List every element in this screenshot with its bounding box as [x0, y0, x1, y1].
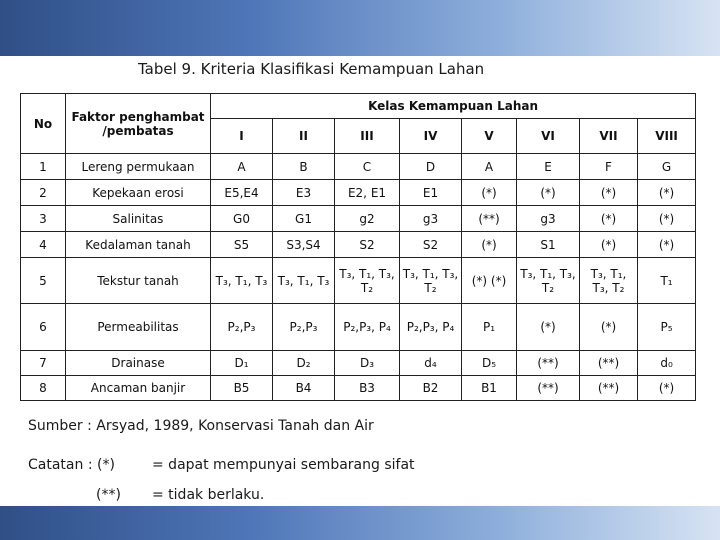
row-no: 3	[21, 206, 66, 232]
table-cell: G1	[273, 206, 335, 232]
table-cell: D	[400, 154, 462, 180]
header-class-vii: VII	[580, 119, 638, 154]
row-faktor: Salinitas	[66, 206, 211, 232]
header-faktor: Faktor penghambat /pembatas	[66, 94, 211, 154]
table-cell: F	[580, 154, 638, 180]
table-cell: C	[335, 154, 400, 180]
table-cell: (**)	[517, 351, 580, 376]
source-citation: Sumber : Arsyad, 1989, Konservasi Tanah dan Air	[28, 418, 374, 434]
table-title: Tabel 9. Kriteria Klasifikasi Kemampuan Lahan	[138, 60, 485, 78]
table-cell: (*) (*)	[462, 258, 517, 304]
table-row	[21, 180, 696, 206]
table-cell: (*)	[517, 304, 580, 351]
header-class-viii: VIII	[638, 119, 696, 154]
table-cell: P₂,P₃	[273, 304, 335, 351]
table-cell: (**)	[517, 376, 580, 401]
table-cell: P₂,P₃	[211, 304, 273, 351]
row-no: 7	[21, 351, 66, 376]
row-no: 1	[21, 154, 66, 180]
table-cell: T₁	[638, 258, 696, 304]
table-cell: S3,S4	[273, 232, 335, 258]
row-no: 6	[21, 304, 66, 351]
table-cell: T₃, T₁, T₃	[273, 258, 335, 304]
table-cell: g3	[400, 206, 462, 232]
table-cell: S2	[400, 232, 462, 258]
table-cell: (**)	[462, 206, 517, 232]
row-faktor: Kedalaman tanah	[66, 232, 211, 258]
row-no: 5	[21, 258, 66, 304]
table-cell: S5	[211, 232, 273, 258]
table-cell: (*)	[580, 304, 638, 351]
table-cell: B2	[400, 376, 462, 401]
table-cell: D₃	[335, 351, 400, 376]
table-cell: T₃, T₁, T₃, T₂	[400, 258, 462, 304]
table-cell: g3	[517, 206, 580, 232]
table-cell: E	[517, 154, 580, 180]
header-kelas: Kelas Kemampuan Lahan	[211, 94, 696, 119]
table-row	[21, 206, 696, 232]
table-cell: B4	[273, 376, 335, 401]
table-cell: B3	[335, 376, 400, 401]
table-cell: (*)	[638, 376, 696, 401]
row-no: 2	[21, 180, 66, 206]
table-cell: P₅	[638, 304, 696, 351]
table-row	[21, 258, 696, 304]
table-cell: (*)	[462, 232, 517, 258]
header-class-iv: IV	[400, 119, 462, 154]
table-cell: P₂,P₃, P₄	[335, 304, 400, 351]
row-faktor: Tekstur tanah	[66, 258, 211, 304]
table-cell: A	[462, 154, 517, 180]
table-cell: (*)	[580, 180, 638, 206]
table-cell: (**)	[580, 351, 638, 376]
table-cell: P₁	[462, 304, 517, 351]
header-class-vi: VI	[517, 119, 580, 154]
table-cell: G	[638, 154, 696, 180]
row-faktor: Ancaman banjir	[66, 376, 211, 401]
row-faktor: Kepekaan erosi	[66, 180, 211, 206]
table-cell: (**)	[580, 376, 638, 401]
table-cell: g2	[335, 206, 400, 232]
table-row	[21, 304, 696, 351]
table-cell: (*)	[638, 180, 696, 206]
table-cell: E3	[273, 180, 335, 206]
table-cell: D₁	[211, 351, 273, 376]
table-cell: E5,E4	[211, 180, 273, 206]
table-cell: G0	[211, 206, 273, 232]
table-cell: P₂,P₃, P₄	[400, 304, 462, 351]
table-cell: (*)	[580, 206, 638, 232]
header-no: No	[21, 94, 66, 154]
table-cell: A	[211, 154, 273, 180]
header-class-i: I	[211, 119, 273, 154]
table-cell: E2, E1	[335, 180, 400, 206]
table-row	[21, 154, 696, 180]
table-cell: (*)	[580, 232, 638, 258]
table-cell: E1	[400, 180, 462, 206]
table-cell: d₀	[638, 351, 696, 376]
table-cell: (*)	[638, 232, 696, 258]
table-cell: T₃, T₁, T₃, T₂	[335, 258, 400, 304]
header-class-ii: II	[273, 119, 335, 154]
header-class-v: V	[462, 119, 517, 154]
table-cell: T₃, T₁, T₃	[211, 258, 273, 304]
table-cell: (*)	[462, 180, 517, 206]
slide-bottom-band	[0, 506, 720, 540]
note-text-any: = dapat mempunyai sembarang sifat	[152, 457, 415, 473]
table-row	[21, 351, 696, 376]
table-row	[21, 232, 696, 258]
table-cell: T₃, T₁, T₃, T₂	[517, 258, 580, 304]
table-cell: B1	[462, 376, 517, 401]
slide-top-band	[0, 0, 720, 56]
table-cell: S1	[517, 232, 580, 258]
table-cell: T₃, T₁, T₃, T₂	[580, 258, 638, 304]
row-no: 4	[21, 232, 66, 258]
land-capability-table	[20, 93, 696, 401]
table-cell: B	[273, 154, 335, 180]
table-row	[21, 376, 696, 401]
row-faktor: Lereng permukaan	[66, 154, 211, 180]
row-faktor: Permeabilitas	[66, 304, 211, 351]
table-cell: S2	[335, 232, 400, 258]
note-text-not-applicable: = tidak berlaku.	[152, 487, 265, 503]
row-no: 8	[21, 376, 66, 401]
table-cell: B5	[211, 376, 273, 401]
table-cell: (*)	[638, 206, 696, 232]
header-class-iii: III	[335, 119, 400, 154]
row-faktor: Drainase	[66, 351, 211, 376]
table-cell: d₄	[400, 351, 462, 376]
table-cell: (*)	[517, 180, 580, 206]
note-symbol-double: (**)	[96, 487, 121, 503]
table-cell: D₅	[462, 351, 517, 376]
table-cell: D₂	[273, 351, 335, 376]
note-label: Catatan : (*)	[28, 457, 115, 473]
